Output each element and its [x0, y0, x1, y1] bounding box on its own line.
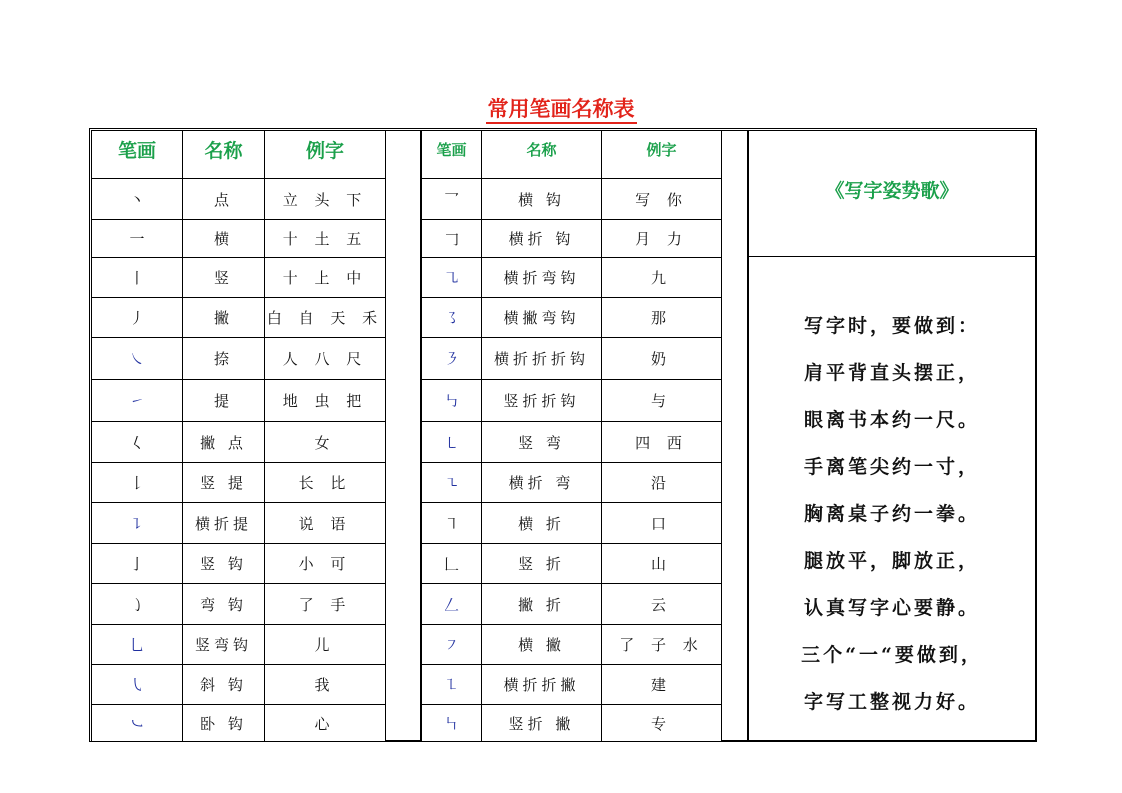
stroke-glyph: 乚 — [92, 625, 183, 665]
table-row — [92, 665, 386, 705]
stroke-glyph: ㇃ — [92, 705, 183, 742]
stroke-glyph: ㇊ — [92, 503, 183, 544]
poem-line: 认真写字心要静。 — [803, 597, 980, 619]
stroke-name: 横折折撇 — [482, 665, 602, 705]
example-chars: 立 头 下 — [265, 179, 386, 220]
stroke-name: 撇 — [183, 298, 265, 338]
example-chars: 建 — [602, 665, 722, 705]
table-row — [422, 220, 722, 258]
example-chars: 我 — [265, 665, 386, 705]
example-chars: 地 虫 把 — [265, 380, 386, 422]
stroke-glyph: 乛 — [422, 179, 482, 220]
poem-line: 字写工整视力好。 — [803, 691, 980, 713]
table-row — [422, 625, 722, 665]
example-chars: 人 八 尺 — [265, 338, 386, 380]
stroke-name: 竖 折 — [482, 544, 602, 584]
table-row — [92, 338, 386, 380]
example-chars: 那 — [602, 298, 722, 338]
table-row — [422, 179, 722, 220]
example-chars: 心 — [265, 705, 386, 742]
stroke-glyph: ㇈ — [422, 258, 482, 298]
stroke-glyph: 丶 — [92, 179, 183, 220]
stroke-glyph: 𡿨 — [92, 422, 183, 463]
poem-line: 眼离书本约一尺。 — [803, 409, 980, 431]
table-row — [422, 422, 722, 463]
example-chars: 与 — [602, 380, 722, 422]
table-row — [422, 298, 722, 338]
table-row — [92, 584, 386, 625]
example-chars: 长 比 — [265, 463, 386, 503]
example-chars: 十 上 中 — [265, 258, 386, 298]
column-separator-1 — [385, 130, 421, 741]
stroke-name: 竖折折钩 — [482, 380, 602, 422]
stroke-table-middle — [421, 130, 722, 742]
example-chars: 云 — [602, 584, 722, 625]
table-row — [422, 503, 722, 544]
poem-line: 三个“一“要做到， — [801, 644, 983, 666]
example-chars: 十 土 五 — [265, 220, 386, 258]
stroke-glyph: 𠄌 — [92, 463, 183, 503]
stroke-glyph: 𠃌 — [422, 220, 482, 258]
table-row — [92, 503, 386, 544]
example-chars: 月 力 — [602, 220, 722, 258]
stroke-glyph: ㇞ — [422, 705, 482, 742]
poem-line: 手离笔尖约一寸， — [803, 456, 980, 478]
table-row — [422, 584, 722, 625]
stroke-glyph: ㇁ — [92, 584, 183, 625]
stroke-glyph: 𠃋 — [422, 584, 482, 625]
table-row — [92, 544, 386, 584]
table-row — [422, 544, 722, 584]
stroke-glyph: ㇌ — [422, 298, 482, 338]
page-title: 常用笔画名称表 — [0, 93, 1122, 123]
stroke-name: 横 钩 — [482, 179, 602, 220]
poem-line: 腿放平，脚放正， — [803, 550, 980, 572]
header-name: 名称 — [482, 131, 602, 179]
poem-line: 肩平背直头摆正， — [803, 362, 980, 384]
example-chars: 了 子 水 — [602, 625, 722, 665]
table-row — [92, 220, 386, 258]
header-example: 例字 — [265, 131, 386, 179]
stroke-glyph: ㇕ — [422, 503, 482, 544]
example-chars: 白 自 天 禾 — [265, 298, 386, 338]
table-row — [422, 665, 722, 705]
stroke-name: 横折 钩 — [482, 220, 602, 258]
table-row — [92, 422, 386, 463]
header-stroke: 笔画 — [92, 131, 183, 179]
table-row — [92, 463, 386, 503]
stroke-glyph: ㇂ — [92, 665, 183, 705]
stroke-name: 竖 弯 — [482, 422, 602, 463]
table-row — [422, 705, 722, 742]
header-row — [92, 131, 386, 179]
table-row — [422, 338, 722, 380]
stroke-glyph: ㇍ — [422, 463, 482, 503]
table-row — [92, 705, 386, 742]
stroke-name: 撇 折 — [482, 584, 602, 625]
table-row — [422, 258, 722, 298]
example-chars: 写 你 — [602, 179, 722, 220]
example-chars: 说 语 — [265, 503, 386, 544]
example-chars: 九 — [602, 258, 722, 298]
example-chars: 四 西 — [602, 422, 722, 463]
stroke-name: 点 — [183, 179, 265, 220]
table-row — [422, 463, 722, 503]
stroke-name: 横折提 — [183, 503, 265, 544]
stroke-name: 竖 钩 — [183, 544, 265, 584]
stroke-glyph: ㇉ — [422, 380, 482, 422]
stroke-name: 横撇弯钩 — [482, 298, 602, 338]
header-name: 名称 — [183, 131, 265, 179]
example-chars: 了 手 — [265, 584, 386, 625]
table-row — [92, 179, 386, 220]
example-chars: 山 — [602, 544, 722, 584]
stroke-glyph: ㇇ — [422, 625, 482, 665]
stroke-glyph: ㇀ — [92, 380, 183, 422]
stroke-glyph: 亅 — [92, 544, 183, 584]
example-chars: 奶 — [602, 338, 722, 380]
stroke-name: 横 折 — [482, 503, 602, 544]
stroke-name: 捺 — [183, 338, 265, 380]
stroke-name: 弯 钩 — [183, 584, 265, 625]
example-chars: 小 可 — [265, 544, 386, 584]
stroke-name: 撇 点 — [183, 422, 265, 463]
example-chars: 口 — [602, 503, 722, 544]
example-chars: 儿 — [265, 625, 386, 665]
stroke-name: 横折折折钩 — [482, 338, 602, 380]
stroke-name: 竖 — [183, 258, 265, 298]
stroke-name: 横折弯钩 — [482, 258, 602, 298]
stroke-name: 竖弯钩 — [183, 625, 265, 665]
table-row — [92, 258, 386, 298]
stroke-table-left — [91, 130, 386, 742]
example-chars: 女 — [265, 422, 386, 463]
example-chars: 沿 — [602, 463, 722, 503]
table-row — [92, 298, 386, 338]
stroke-name: 提 — [183, 380, 265, 422]
stroke-name: 卧 钩 — [183, 705, 265, 742]
poem-body — [749, 303, 1035, 726]
table-row — [92, 380, 386, 422]
poem-line: 胸离桌子约一拳。 — [803, 503, 980, 525]
table-row — [92, 625, 386, 665]
example-chars: 专 — [602, 705, 722, 742]
stroke-glyph: ㇅ — [422, 665, 482, 705]
stroke-name: 横 撇 — [482, 625, 602, 665]
stroke-glyph: 丿 — [92, 298, 183, 338]
poem-title: 《写字姿势歌》 — [749, 131, 1035, 257]
stroke-glyph: 𠃊 — [422, 544, 482, 584]
stroke-glyph: 丨 — [92, 258, 183, 298]
table-row — [422, 380, 722, 422]
stroke-name: 竖折 撇 — [482, 705, 602, 742]
stroke-glyph: ㇄ — [422, 422, 482, 463]
stroke-name: 横 — [183, 220, 265, 258]
header-example: 例字 — [602, 131, 722, 179]
stroke-name: 横折 弯 — [482, 463, 602, 503]
header-stroke: 笔画 — [422, 131, 482, 179]
poem-line: 写字时，要做到： — [803, 315, 980, 337]
stroke-glyph: 一 — [92, 220, 183, 258]
header-row — [422, 131, 722, 179]
column-separator-2 — [721, 130, 748, 741]
stroke-name: 竖 提 — [183, 463, 265, 503]
stroke-glyph: ㇏ — [92, 338, 183, 380]
stroke-glyph: ㇋ — [422, 338, 482, 380]
stroke-name: 斜 钩 — [183, 665, 265, 705]
poem-panel — [748, 130, 1036, 741]
